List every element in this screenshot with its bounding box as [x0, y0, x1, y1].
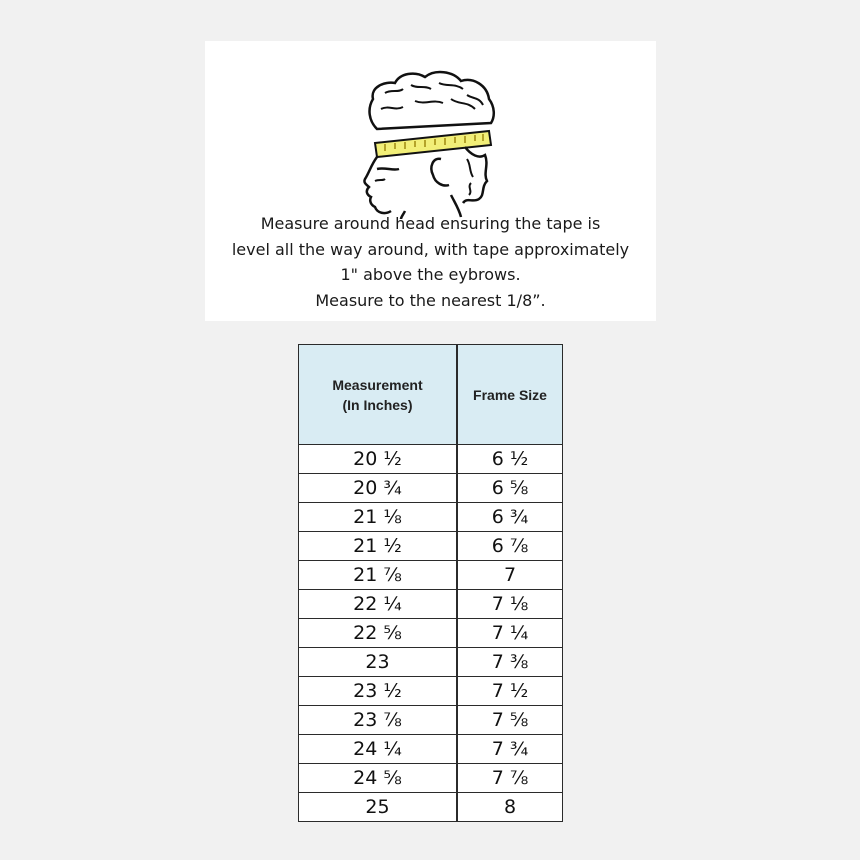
instruction-line: 1" above the eybrows. — [340, 265, 521, 284]
measurement-cell: 22 ⅝ — [299, 619, 458, 648]
measurement-cell: 20 ½ — [299, 445, 458, 474]
table-row — [299, 764, 563, 793]
instruction-line: Measure around head ensuring the tape is — [260, 214, 601, 233]
frame-size-cell: 7 ⅛ — [457, 590, 563, 619]
frame-size-cell: 6 ⅞ — [457, 532, 563, 561]
header-frame-size: Frame Size — [457, 345, 563, 445]
table-row — [299, 590, 563, 619]
frame-size-cell: 7 ⅞ — [457, 764, 563, 793]
header-measurement-label: Measurement — [332, 376, 423, 393]
frame-size-cell: 7 ½ — [457, 677, 563, 706]
measurement-cell: 23 ½ — [299, 677, 458, 706]
instruction-line: Measure to the nearest 1/8”. — [315, 290, 546, 310]
frame-size-cell: 7 ¼ — [457, 619, 563, 648]
frame-size-cell: 6 ¾ — [457, 503, 563, 532]
measurement-cell: 21 ⅞ — [299, 561, 458, 590]
measurement-cell: 23 — [299, 648, 458, 677]
head-with-measuring-tape-icon — [355, 59, 515, 219]
measurement-cell: 25 — [299, 793, 458, 822]
frame-size-cell: 7 ¾ — [457, 735, 563, 764]
table-row — [299, 561, 563, 590]
frame-size-cell: 8 — [457, 793, 563, 822]
size-chart-table — [298, 344, 563, 822]
table-row — [299, 619, 563, 648]
measurement-cell: 24 ¼ — [299, 735, 458, 764]
measurement-cell: 23 ⅞ — [299, 706, 458, 735]
frame-size-cell: 7 — [457, 561, 563, 590]
header-measurement — [299, 345, 458, 445]
measurement-cell: 22 ¼ — [299, 590, 458, 619]
measurement-cell: 21 ⅛ — [299, 503, 458, 532]
header-measurement-unit: (In Inches) — [342, 396, 413, 413]
table-row — [299, 503, 563, 532]
measurement-cell: 24 ⅝ — [299, 764, 458, 793]
measurement-instructions — [205, 211, 656, 313]
table-header-row — [299, 345, 563, 445]
instruction-card — [205, 41, 656, 321]
measurement-cell: 20 ¾ — [299, 474, 458, 503]
table-row — [299, 445, 563, 474]
table-row — [299, 735, 563, 764]
measurement-cell: 21 ½ — [299, 532, 458, 561]
frame-size-cell: 6 ½ — [457, 445, 563, 474]
table-row — [299, 532, 563, 561]
table-row — [299, 677, 563, 706]
instruction-line: level all the way around, with tape approximately — [231, 239, 630, 259]
frame-size-cell: 7 ⅝ — [457, 706, 563, 735]
frame-size-cell: 7 ⅜ — [457, 648, 563, 677]
table-row — [299, 706, 563, 735]
table-row — [299, 474, 563, 503]
frame-size-cell: 6 ⅝ — [457, 474, 563, 503]
table-row — [299, 793, 563, 822]
table-row — [299, 648, 563, 677]
